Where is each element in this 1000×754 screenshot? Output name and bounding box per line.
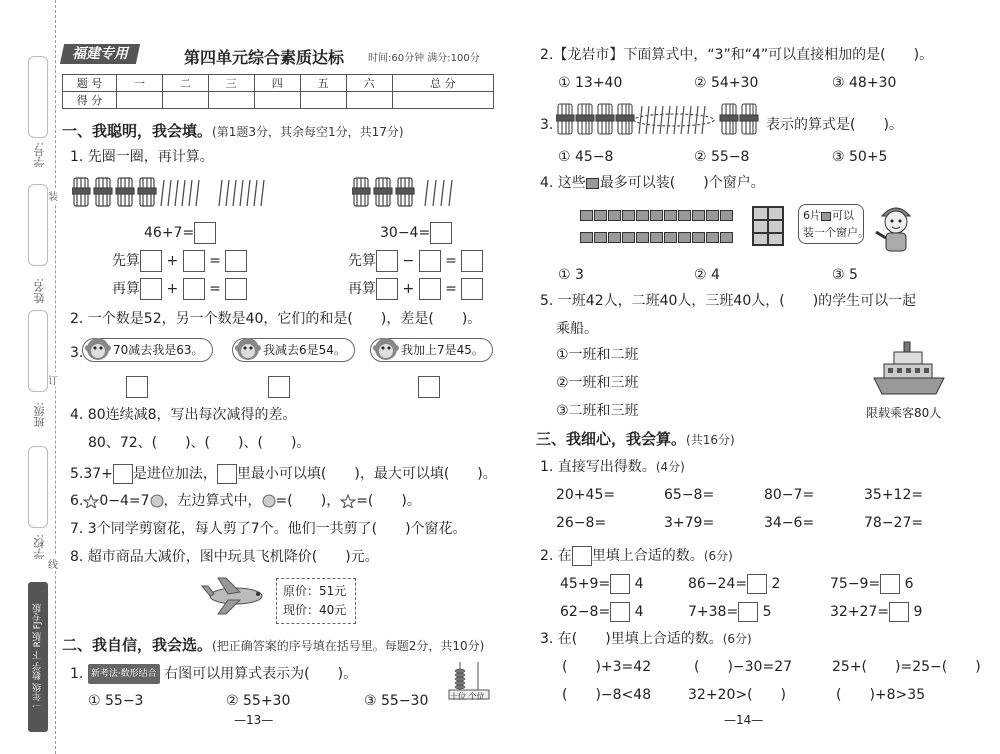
class-slot xyxy=(28,310,48,392)
price-tag xyxy=(276,578,356,624)
star-icon xyxy=(83,494,99,508)
id-slot xyxy=(28,56,48,138)
score-cell: 得 分 xyxy=(63,92,117,109)
answer-box[interactable] xyxy=(461,278,483,300)
answer-box[interactable] xyxy=(183,250,205,272)
abacus-labels: 十位 个位 xyxy=(450,692,485,701)
q7-text: 7. 3个同学剪窗花，每人剪了7个。他们一共剪了( )个窗花。 xyxy=(70,521,467,537)
score-input[interactable] xyxy=(208,92,254,109)
glass-pane-icon xyxy=(586,178,599,189)
spine-bar xyxy=(28,582,48,732)
q3-label: 3. xyxy=(70,345,84,361)
q1-left-then-row: 再算 + = xyxy=(112,278,247,300)
calc-item: 20+45= xyxy=(556,487,616,503)
spine-text: 一年级 数学 下 R版 FJ专版 xyxy=(33,603,43,711)
s2-q1-row: 1. 新考法·数形结合 右图可以用算式表示为( )。 xyxy=(70,666,358,682)
calc-item: 65−8= xyxy=(664,487,715,503)
label-school: 学校: xyxy=(33,534,46,560)
monkey-bubble-1 xyxy=(82,338,213,362)
q4-stem: 4. 80连续减8，写出每次减得的差。 xyxy=(70,407,297,423)
calc-item: 26−8= xyxy=(556,515,607,531)
bubble-text: 70减去我是63。 xyxy=(113,343,204,357)
exam-meta: 时间:60分钟 满分:100分 xyxy=(368,53,480,64)
circle-icon xyxy=(150,494,164,508)
fill-item: 45+9= 4 xyxy=(560,576,644,592)
fill-item: 86−24= 2 xyxy=(688,576,781,592)
calc-item: 34−6= xyxy=(764,515,815,531)
s3-q3-stem: 3. 在( )里填上合适的数。(6分) xyxy=(540,631,752,647)
answer-box[interactable] xyxy=(376,278,398,300)
answer-box[interactable] xyxy=(376,250,398,272)
answer-box[interactable] xyxy=(418,376,440,398)
s2-q2-option-1[interactable]: ① 13+40 xyxy=(558,75,623,91)
section2-note: (把正确答案的序号填在括号里。每题2分，共10分) xyxy=(212,639,485,653)
cut-mark-1: 装 xyxy=(48,188,58,203)
s2-q4-option-3[interactable]: ③ 5 xyxy=(832,267,858,283)
star-icon xyxy=(340,494,356,508)
region-badge xyxy=(60,44,140,64)
section1-title: 一、我聪明，我会填。 xyxy=(62,122,213,140)
s2-q5-option-2[interactable]: ②一班和三班 xyxy=(556,375,639,391)
glass-pane-icon xyxy=(821,212,831,221)
new-format-tag: 新考法·数形结合 xyxy=(88,664,160,684)
answer-box[interactable] xyxy=(610,602,630,622)
score-input[interactable] xyxy=(346,92,392,109)
s2-q2-stem: 2.【龙岩市】下面算式中，“3”和“4”可以直接相加的是( )。 xyxy=(540,47,934,63)
answer-box[interactable] xyxy=(140,250,162,272)
window-frame-icon xyxy=(752,206,784,246)
answer-box[interactable] xyxy=(747,574,767,594)
answer-box[interactable] xyxy=(113,464,133,484)
blank-item: ( )+3=42 xyxy=(562,659,652,675)
answer-box[interactable] xyxy=(419,278,441,300)
q1-left-first-row: 先算 + = xyxy=(112,250,247,272)
page-title: 第四单元综合素质达标 xyxy=(184,48,345,67)
score-input[interactable] xyxy=(300,92,346,109)
bundle-1 xyxy=(72,178,90,206)
s2-q5-option-3[interactable]: ③二班和三班 xyxy=(556,403,639,419)
section1-note: (第1题3分，其余每空1分，共17分) xyxy=(212,125,404,139)
cut-mark-2: 订 xyxy=(48,372,58,387)
cut-mark-3: 线 xyxy=(48,556,58,571)
bubble-text: 我加上7是45。 xyxy=(401,343,484,357)
boat-capacity-caption: 限载乘客80人 xyxy=(866,406,942,420)
s2-q4-stem: 4. 这些 最多可以装( )个窗户。 xyxy=(540,175,765,191)
calc-item: 80−7= xyxy=(764,487,815,503)
answer-box[interactable] xyxy=(610,574,630,594)
answer-box[interactable] xyxy=(419,250,441,272)
s2-q3-option-3[interactable]: ③ 50+5 xyxy=(832,149,888,165)
answer-box[interactable] xyxy=(225,278,247,300)
score-input[interactable] xyxy=(162,92,208,109)
answer-box[interactable] xyxy=(225,250,247,272)
s2-q5-option-1[interactable]: ①一班和二班 xyxy=(556,347,639,363)
box-icon xyxy=(572,546,592,566)
q4-sequence: 80、72、( )、( )、( )。 xyxy=(88,435,311,451)
q2-text: 2. 一个数是52，另一个数是40，它们的和是( )，差是( )。 xyxy=(70,311,482,327)
q1-right-first-row: 先算 − = xyxy=(348,250,483,272)
label-xuehao: 学号: xyxy=(33,142,46,168)
monkey-icon xyxy=(85,336,111,362)
blank-item: ( )+8>35 xyxy=(836,687,926,703)
fill-item: 32+27= 9 xyxy=(830,604,923,620)
answer-box[interactable] xyxy=(430,222,452,244)
answer-box[interactable] xyxy=(217,464,237,484)
page-number-left: —13— xyxy=(234,713,274,727)
s2-q1-option-3[interactable]: ③ 55−30 xyxy=(364,693,429,709)
calc-item: 78−27= xyxy=(864,515,924,531)
s2-q4-option-1[interactable]: ① 3 xyxy=(558,267,584,283)
q8-stem: 8. 超市商品大减价，图中玩具飞机降价( )元。 xyxy=(70,549,379,565)
q1-right-expr: 30−4= xyxy=(380,222,452,244)
region-badge-text: 福建专用 xyxy=(72,46,128,62)
score-input[interactable] xyxy=(117,92,163,109)
score-input[interactable] xyxy=(392,92,493,109)
score-table xyxy=(62,74,494,109)
q1-right-then-row: 再算 + = xyxy=(348,278,483,300)
section2-heading xyxy=(62,634,484,655)
calc-item: 35+12= xyxy=(864,487,924,503)
monkey-bubble-2 xyxy=(232,338,355,362)
section2-title: 二、我自信，我会选。 xyxy=(62,636,213,654)
answer-box[interactable] xyxy=(126,376,148,398)
score-value-row xyxy=(63,92,494,109)
binding-strip xyxy=(0,0,56,754)
monkey-icon xyxy=(373,336,399,362)
sticks-46-image xyxy=(72,176,282,210)
s2-q2-option-2[interactable]: ② 54+30 xyxy=(694,75,759,91)
section3-title: 三、我细心，我会算。 xyxy=(536,430,687,448)
answer-box[interactable] xyxy=(738,602,758,622)
blank-item: ( )−8<48 xyxy=(562,687,652,703)
ferry-boat-image xyxy=(872,340,946,398)
s2-q4-option-2[interactable]: ② 4 xyxy=(694,267,720,283)
score-cell: 六 xyxy=(346,75,392,92)
score-cell: 四 xyxy=(254,75,300,92)
section3-note: (共16分) xyxy=(686,433,735,447)
monkey-icon xyxy=(235,336,261,362)
s2-q3-option-2[interactable]: ② 55−8 xyxy=(694,149,750,165)
fill-item: 7+38= 5 xyxy=(688,604,772,620)
score-input[interactable] xyxy=(254,92,300,109)
section3-heading xyxy=(536,428,735,449)
name-slot xyxy=(28,184,48,266)
bubble-text: 我减去6是54。 xyxy=(263,343,346,357)
answer-box[interactable] xyxy=(183,278,205,300)
circle-icon xyxy=(262,494,276,508)
fill-item: 75−9= 6 xyxy=(830,576,914,592)
s2-q5-stem: 5. 一班42人，二班40人，三班40人，( )的学生可以一起 xyxy=(540,293,917,309)
calc-item: 3+79= xyxy=(664,515,715,531)
s2-q3-stem: 表示的算式是( )。 xyxy=(766,117,903,133)
q6-row: 6. 0−4=7 ，左边算式中， =( )， =( )。 xyxy=(70,493,421,509)
monkey-bubble-3 xyxy=(370,338,493,362)
blank-item: 32+20>( ) xyxy=(688,687,787,703)
glass-panes-image xyxy=(580,210,742,243)
score-header-row xyxy=(63,75,494,92)
s2-q2-option-3[interactable]: ③ 48+30 xyxy=(832,75,897,91)
score-cell: 三 xyxy=(208,75,254,92)
page-number-right: —14— xyxy=(724,713,764,727)
s2-q3-option-1[interactable]: ① 45−8 xyxy=(558,149,614,165)
school-slot xyxy=(28,446,48,528)
s2-q1-option-2[interactable]: ② 55+30 xyxy=(226,693,291,709)
answer-box[interactable] xyxy=(889,602,909,622)
current-price: 现价：40元 xyxy=(283,603,347,617)
sticks-30-image xyxy=(352,176,502,210)
answer-box[interactable] xyxy=(880,574,900,594)
sticks-subtraction-image xyxy=(556,102,764,138)
q1-left-expr: 46+7= xyxy=(144,222,216,244)
answer-box[interactable] xyxy=(461,250,483,272)
score-cell: 二 xyxy=(162,75,208,92)
s3-q2-stem: 2. 在 里填上合适的数。(6分) xyxy=(540,548,733,564)
toy-plane-image xyxy=(200,574,270,618)
score-cell: 一 xyxy=(117,75,163,92)
original-price: 原价：51元 xyxy=(283,584,347,598)
q1-stem: 1. 先圈一圈，再计算。 xyxy=(70,149,214,165)
blank-item: ( )−30=27 xyxy=(694,659,793,675)
speech-bubble: 6片 可以 装一个窗户。 xyxy=(798,204,864,244)
answer-box[interactable] xyxy=(140,278,162,300)
q5-row: 5.37+ 是进位加法， 里最小可以填( )，最大可以填( )。 xyxy=(70,466,497,482)
score-cell: 五 xyxy=(300,75,346,92)
score-cell: 题 号 xyxy=(63,75,117,92)
blank-item: 25+( )=25−( ) xyxy=(832,659,981,675)
s2-q1-option-1[interactable]: ① 55−3 xyxy=(88,693,144,709)
section1-heading xyxy=(62,120,404,141)
label-name: 姓名: xyxy=(33,278,46,304)
answer-box[interactable] xyxy=(194,222,216,244)
s3-q1-stem: 1. 直接写出得数。(4分) xyxy=(540,459,685,475)
answer-box[interactable] xyxy=(268,376,290,398)
label-class: 班级: xyxy=(33,402,46,428)
worker-character-image xyxy=(872,198,920,254)
score-cell: 总 分 xyxy=(392,75,493,92)
fill-item: 62−8= 4 xyxy=(560,604,644,620)
s2-q3-num: 3. xyxy=(540,117,554,133)
s2-q5-stem-cont: 乘船。 xyxy=(556,321,598,337)
